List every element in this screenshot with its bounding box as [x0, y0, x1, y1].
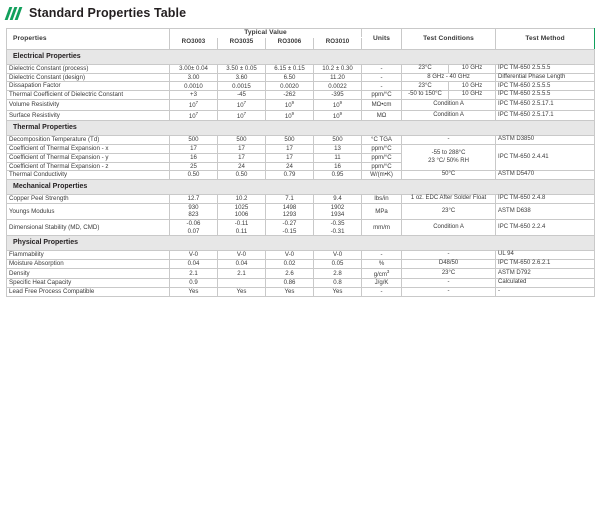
col-header-typical-value: Typical Value — [170, 29, 362, 38]
cell-value: $10^9$ — [314, 99, 362, 110]
cell-value: 17 — [218, 145, 266, 154]
cell-value: $10^7$ — [218, 110, 266, 121]
cell-value: 10.2 ± 0.30 — [314, 64, 362, 73]
cell-test-condition: - — [402, 279, 496, 288]
cell-value: 3.60 — [218, 73, 266, 82]
cell-test-method: IPC TM-650 2.5.17.1 — [496, 99, 595, 110]
cell-value: -0.11 0.11 — [218, 219, 266, 235]
cell-test-method: Calculated — [496, 279, 595, 288]
cell-value: 1498 1293 — [266, 203, 314, 219]
cell-value: 16 — [170, 153, 218, 162]
cell-test-method: IPC TM-650 2.6.2.1 — [496, 259, 595, 268]
cell-value: 3.50 ± 0.05 — [218, 64, 266, 73]
cell-value — [218, 279, 266, 288]
row-label-dk-process: Dielectric Constant (process) — [7, 64, 170, 73]
cell-test-condition: - — [402, 136, 496, 145]
cell-test-condition: 23°C — [402, 203, 496, 219]
cell-value: 24 — [266, 162, 314, 171]
table-row — [7, 110, 595, 121]
cell-test-condition: 10 GHz — [449, 64, 496, 73]
cell-value: 2.6 — [266, 268, 314, 279]
cell-value: 500 — [314, 136, 362, 145]
cell-value: V-0 — [170, 251, 218, 260]
cell-test-condition: - — [402, 288, 496, 297]
row-label-volume-resistivity: Volume Resistivity — [7, 99, 170, 110]
table-row — [7, 145, 595, 154]
cell-value: 2.1 — [170, 268, 218, 279]
cell-units: - — [362, 251, 402, 260]
cell-value: -262 — [266, 91, 314, 100]
cell-test-condition-cte — [402, 145, 496, 171]
section-header-mechanical — [7, 180, 595, 195]
table-row — [7, 136, 595, 145]
col-header-ro3006: RO3006 — [266, 38, 314, 50]
cell-value: 0.02 — [266, 259, 314, 268]
cell-units: ppm/°C — [362, 91, 402, 100]
cell-units: mm/m — [362, 219, 402, 235]
cell-value: 0.0022 — [314, 82, 362, 91]
section-header-electrical — [7, 49, 595, 64]
row-label-dk-design: Dielectric Constant (design) — [7, 73, 170, 82]
table-row — [7, 195, 595, 204]
cell-value: 0.0020 — [266, 82, 314, 91]
cell-value: -0.27 -0.15 — [266, 219, 314, 235]
row-label-youngs-modulus: Youngs Modulus — [7, 203, 170, 219]
cell-units: MΩ — [362, 110, 402, 121]
section-label-thermal: Thermal Properties — [7, 121, 595, 136]
cell-units: % — [362, 259, 402, 268]
cell-test-condition: 10 GHz — [449, 91, 496, 100]
cell-value: 13 — [314, 145, 362, 154]
cell-value: 0.86 — [266, 279, 314, 288]
cell-value: 17 — [266, 145, 314, 154]
cell-test-condition: Condition A — [402, 110, 496, 121]
cell-value: 0.95 — [314, 171, 362, 180]
cell-value: $10^9$ — [266, 99, 314, 110]
cell-test-method: IPC TM-650 2.2.4 — [496, 219, 595, 235]
cell-value: 12.7 — [170, 195, 218, 204]
cell-value: $10^7$ — [170, 99, 218, 110]
cell-units: ppm/°C — [362, 162, 402, 171]
col-header-test-conditions: Test Conditions — [402, 29, 496, 50]
cell-test-method-cte: IPC TM-650 2.4.41 — [496, 145, 595, 171]
cell-value: 3.00± 0.04 — [170, 64, 218, 73]
cell-test-condition: 10 GHz — [449, 82, 496, 91]
cell-test-method: IPC TM-650 2.5.5.5 — [496, 91, 595, 100]
row-label-tcdk: Thermal Coefficient of Dielectric Constant — [7, 91, 170, 100]
cell-value: V-0 — [266, 251, 314, 260]
cell-value: 0.50 — [170, 171, 218, 180]
table-row — [7, 288, 595, 297]
cte-cond-line-2: 23 °C/ 50% RH — [428, 157, 469, 164]
cell-value: Yes — [266, 288, 314, 297]
cell-value: V-0 — [218, 251, 266, 260]
cell-value: 2.8 — [314, 268, 362, 279]
col-header-ro3035: RO3035 — [218, 38, 266, 50]
cell-test-condition: 23°C — [402, 82, 449, 91]
row-label-surface-resistivity: Surface Resistivity — [7, 110, 170, 121]
standard-properties-table — [6, 28, 595, 297]
cell-value: Yes — [218, 288, 266, 297]
section-label-physical: Physical Properties — [7, 236, 595, 251]
cell-value: +3 — [170, 91, 218, 100]
table-row — [7, 82, 595, 91]
cell-test-method: ASTM D5470 — [496, 171, 595, 180]
cell-test-method: IPC TM-650 2.5.5.5 — [496, 82, 595, 91]
cell-value: -395 — [314, 91, 362, 100]
row-label-dimensional-stability: Dimensional Stability (MD, CMD) — [7, 219, 170, 235]
col-header-units: Units — [362, 29, 402, 50]
row-label-dissipation-factor: Dissapation Factor — [7, 82, 170, 91]
row-label-thermal-conductivity: Thermal Conductivity — [7, 171, 170, 180]
cell-test-method: - — [496, 288, 595, 297]
row-label-cte-z: Coefficient of Thermal Expansion - z — [7, 162, 170, 171]
cell-value: -45 — [218, 91, 266, 100]
table-row — [7, 259, 595, 268]
cell-value: 6.15 ± 0.15 — [266, 64, 314, 73]
cell-value: 0.50 — [218, 171, 266, 180]
cell-units: $g/cm^3$ — [362, 268, 402, 279]
table-row — [7, 268, 595, 279]
cell-value: 11.20 — [314, 73, 362, 82]
cell-value: Yes — [314, 288, 362, 297]
section-header-thermal — [7, 121, 595, 136]
cell-value: 17 — [218, 153, 266, 162]
header-row-top — [7, 29, 595, 38]
col-header-test-method: Test Method — [496, 29, 595, 50]
cell-test-condition: - — [402, 251, 496, 260]
col-header-properties: Properties — [7, 29, 170, 50]
cell-units: lbs/in — [362, 195, 402, 204]
cell-value: 0.0010 — [170, 82, 218, 91]
section-label-mechanical: Mechanical Properties — [7, 180, 595, 195]
cell-value: 930 823 — [170, 203, 218, 219]
cell-value: $10^7$ — [170, 110, 218, 121]
cell-test-condition: Condition A — [402, 99, 496, 110]
row-label-specific-heat-capacity: Specific Heat Capacity — [7, 279, 170, 288]
cell-test-method: ASTM D3850 — [496, 136, 595, 145]
section-label-electrical: Electrical Properties — [7, 49, 595, 64]
cell-units: ppm/°C — [362, 145, 402, 154]
table-row — [7, 171, 595, 180]
table-row — [7, 203, 595, 219]
cell-value: 9.4 — [314, 195, 362, 204]
cell-value: 17 — [266, 153, 314, 162]
cell-test-method: ASTM D638 — [496, 203, 595, 219]
cell-test-condition: D48/50 — [402, 259, 496, 268]
table-header — [7, 29, 595, 50]
cell-test-method: IPC TM-650 2.5.5.5 — [496, 64, 595, 73]
cell-units: - — [362, 73, 402, 82]
cell-value: $10^9$ — [266, 110, 314, 121]
cell-test-method: IPC TM-650 2.5.17.1 — [496, 110, 595, 121]
page-title: Standard Properties Table — [29, 5, 187, 20]
cell-value: 0.9 — [170, 279, 218, 288]
cell-value: 24 — [218, 162, 266, 171]
cell-test-condition: 50°C — [402, 171, 496, 180]
cell-units: J/g/K — [362, 279, 402, 288]
triple-slash-icon — [6, 7, 24, 20]
cell-units: ppm/°C — [362, 153, 402, 162]
cell-units: W/(m•K) — [362, 171, 402, 180]
cell-value: V-0 — [314, 251, 362, 260]
row-label-copper-peel-strength: Copper Peel Strength — [7, 195, 170, 204]
cell-value: 0.0015 — [218, 82, 266, 91]
cell-value: 500 — [170, 136, 218, 145]
cell-value: 7.1 — [266, 195, 314, 204]
cell-units: - — [362, 82, 402, 91]
cell-units: °C TGA — [362, 136, 402, 145]
row-label-flammability: Flammability — [7, 251, 170, 260]
cell-value: 0.05 — [314, 259, 362, 268]
table-row — [7, 219, 595, 235]
cell-test-condition: 23°C — [402, 268, 496, 279]
cell-test-condition: Condition A — [402, 219, 496, 235]
table-row — [7, 279, 595, 288]
cell-value: 16 — [314, 162, 362, 171]
cell-units: - — [362, 64, 402, 73]
section-header-physical — [7, 236, 595, 251]
row-label-decomposition-temperature: Decomposition Temperature (Td) — [7, 136, 170, 145]
cell-value: 0.04 — [218, 259, 266, 268]
cell-test-condition: 1 oz. EDC After Solder Float — [402, 195, 496, 204]
cell-value: 11 — [314, 153, 362, 162]
table-row — [7, 64, 595, 73]
table-row — [7, 99, 595, 110]
cell-value: 3.00 — [170, 73, 218, 82]
cell-units: MΩ•cm — [362, 99, 402, 110]
table-row — [7, 73, 595, 82]
cell-test-method: UL 94 — [496, 251, 595, 260]
row-label-density: Density — [7, 268, 170, 279]
cell-units: - — [362, 288, 402, 297]
col-header-ro3003: RO3003 — [170, 38, 218, 50]
cell-value: 500 — [266, 136, 314, 145]
cell-test-method: Differential Phase Length — [496, 73, 595, 82]
cell-units: MPa — [362, 203, 402, 219]
col-header-ro3010: RO3010 — [314, 38, 362, 50]
cell-value: 17 — [170, 145, 218, 154]
cell-value: 1025 1006 — [218, 203, 266, 219]
row-label-cte-y: Coefficient of Thermal Expansion - y — [7, 153, 170, 162]
cell-value: -0.06 0.07 — [170, 219, 218, 235]
cell-value: 500 — [218, 136, 266, 145]
row-label-lead-free-process-compatible: Lead Free Process Compatible — [7, 288, 170, 297]
table-body — [7, 49, 595, 296]
cell-value: 2.1 — [218, 268, 266, 279]
row-label-cte-x: Coefficient of Thermal Expansion - x — [7, 145, 170, 154]
cell-test-condition: 8 GHz - 40 GHz — [402, 73, 496, 82]
cell-value: Yes — [170, 288, 218, 297]
cell-value: $10^7$ — [218, 99, 266, 110]
cell-test-condition: -50 to 150°C — [402, 91, 449, 100]
cell-value: $10^9$ — [314, 110, 362, 121]
cell-value: 10.2 — [218, 195, 266, 204]
cell-value: 0.04 — [170, 259, 218, 268]
cell-value: -0.35 -0.31 — [314, 219, 362, 235]
cell-value: 0.8 — [314, 279, 362, 288]
page-title-bar — [0, 0, 600, 28]
cell-value: 1902 1934 — [314, 203, 362, 219]
cell-value: 25 — [170, 162, 218, 171]
cell-value: 6.50 — [266, 73, 314, 82]
cell-test-method: ASTM D792 — [496, 268, 595, 279]
cte-cond-line-1: -55 to 288°C — [431, 150, 466, 157]
cell-test-condition: 23°C — [402, 64, 449, 73]
cell-test-method: IPC TM-650 2.4.8 — [496, 195, 595, 204]
table-row — [7, 91, 595, 100]
row-label-moisture-absorption: Moisture Absorption — [7, 259, 170, 268]
table-row — [7, 251, 595, 260]
cell-value: 0.79 — [266, 171, 314, 180]
